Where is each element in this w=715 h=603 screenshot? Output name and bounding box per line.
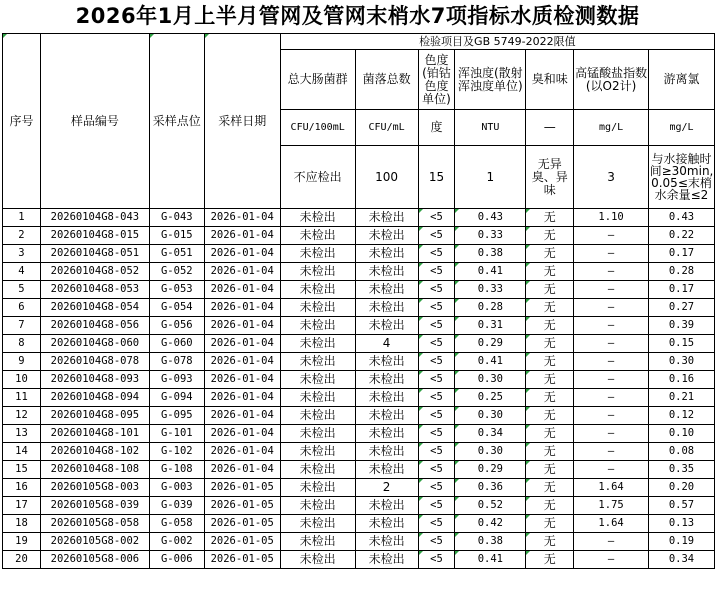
sampling-site: G-006 xyxy=(149,551,204,569)
sample-id: 20260104G8-095 xyxy=(40,407,149,425)
sample-id: 20260104G8-102 xyxy=(40,443,149,461)
sampling-date: 2026-01-04 xyxy=(204,353,280,371)
turbidity-value: 0.41 xyxy=(455,353,526,371)
header-date: 采样日期 xyxy=(204,34,280,209)
row-seq: 17 xyxy=(3,497,41,515)
cod-value: — xyxy=(574,551,649,569)
param-unit: CFU/mL xyxy=(355,110,418,146)
odor-value: 无 xyxy=(526,227,574,245)
param-name: 浑浊度(散射浑浊度单位) xyxy=(455,50,526,110)
row-seq: 1 xyxy=(3,209,41,227)
colony-count: 未检出 xyxy=(355,371,418,389)
header-site: 采样点位 xyxy=(149,34,204,209)
odor-value: 无 xyxy=(526,407,574,425)
sampling-date: 2026-01-04 xyxy=(204,371,280,389)
sampling-date: 2026-01-04 xyxy=(204,461,280,479)
cod-value: — xyxy=(574,245,649,263)
color-value: <5 xyxy=(418,317,455,335)
row-seq: 13 xyxy=(3,425,41,443)
sampling-site: G-078 xyxy=(149,353,204,371)
colony-count: 未检出 xyxy=(355,263,418,281)
sample-id: 20260104G8-093 xyxy=(40,371,149,389)
coliform-value: 未检出 xyxy=(280,389,355,407)
turbidity-value: 0.28 xyxy=(455,299,526,317)
coliform-value: 未检出 xyxy=(280,209,355,227)
coliform-value: 未检出 xyxy=(280,407,355,425)
odor-value: 无 xyxy=(526,335,574,353)
param-limit: 1 xyxy=(455,146,526,209)
coliform-value: 未检出 xyxy=(280,479,355,497)
turbidity-value: 0.29 xyxy=(455,335,526,353)
chlorine-value: 0.35 xyxy=(648,461,714,479)
param-unit: 度 xyxy=(418,110,455,146)
coliform-value: 未检出 xyxy=(280,425,355,443)
chlorine-value: 0.22 xyxy=(648,227,714,245)
sample-id: 20260104G8-078 xyxy=(40,353,149,371)
row-seq: 2 xyxy=(3,227,41,245)
sampling-date: 2026-01-04 xyxy=(204,227,280,245)
param-limit: 100 xyxy=(355,146,418,209)
cod-value: — xyxy=(574,533,649,551)
cod-value: — xyxy=(574,281,649,299)
odor-value: 无 xyxy=(526,317,574,335)
row-seq: 20 xyxy=(3,551,41,569)
sampling-site: G-051 xyxy=(149,245,204,263)
table-row xyxy=(3,551,715,569)
color-value: <5 xyxy=(418,551,455,569)
odor-value: 无 xyxy=(526,263,574,281)
row-seq: 10 xyxy=(3,371,41,389)
chlorine-value: 0.20 xyxy=(648,479,714,497)
param-name: 色度(铂钴色度单位) xyxy=(418,50,455,110)
coliform-value: 未检出 xyxy=(280,335,355,353)
row-seq: 4 xyxy=(3,263,41,281)
row-seq: 14 xyxy=(3,443,41,461)
table-row xyxy=(3,515,715,533)
sampling-site: G-058 xyxy=(149,515,204,533)
sampling-date: 2026-01-04 xyxy=(204,299,280,317)
color-value: <5 xyxy=(418,209,455,227)
turbidity-value: 0.42 xyxy=(455,515,526,533)
row-seq: 11 xyxy=(3,389,41,407)
water-quality-table xyxy=(2,33,715,569)
color-value: <5 xyxy=(418,461,455,479)
cod-value: — xyxy=(574,371,649,389)
odor-value: 无 xyxy=(526,245,574,263)
sample-id: 20260104G8-052 xyxy=(40,263,149,281)
sampling-site: G-043 xyxy=(149,209,204,227)
colony-count: 4 xyxy=(355,335,418,353)
header-limits-group: 检验项目及GB 5749-2022限值 xyxy=(280,34,714,50)
sampling-date: 2026-01-05 xyxy=(204,533,280,551)
colony-count: 2 xyxy=(355,479,418,497)
turbidity-value: 0.52 xyxy=(455,497,526,515)
sampling-site: G-054 xyxy=(149,299,204,317)
odor-value: 无 xyxy=(526,533,574,551)
coliform-value: 未检出 xyxy=(280,497,355,515)
sheet-title: 2026年1月上半月管网及管网末梢水7项指标水质检测数据 xyxy=(75,4,640,28)
table-row xyxy=(3,479,715,497)
cod-value: — xyxy=(574,353,649,371)
sampling-date: 2026-01-04 xyxy=(204,425,280,443)
color-value: <5 xyxy=(418,281,455,299)
color-value: <5 xyxy=(418,245,455,263)
table-row xyxy=(3,281,715,299)
turbidity-value: 0.43 xyxy=(455,209,526,227)
coliform-value: 未检出 xyxy=(280,371,355,389)
param-name: 游离氯 xyxy=(648,50,714,110)
row-seq: 18 xyxy=(3,515,41,533)
colony-count: 未检出 xyxy=(355,461,418,479)
table-row xyxy=(3,443,715,461)
odor-value: 无 xyxy=(526,389,574,407)
coliform-value: 未检出 xyxy=(280,317,355,335)
color-value: <5 xyxy=(418,443,455,461)
turbidity-value: 0.33 xyxy=(455,281,526,299)
param-name: 总大肠菌群 xyxy=(280,50,355,110)
chlorine-value: 0.13 xyxy=(648,515,714,533)
param-unit: mg/L xyxy=(574,110,649,146)
color-value: <5 xyxy=(418,353,455,371)
coliform-value: 未检出 xyxy=(280,551,355,569)
chlorine-value: 0.17 xyxy=(648,281,714,299)
color-value: <5 xyxy=(418,371,455,389)
sampling-site: G-052 xyxy=(149,263,204,281)
colony-count: 未检出 xyxy=(355,353,418,371)
turbidity-value: 0.38 xyxy=(455,533,526,551)
turbidity-value: 0.38 xyxy=(455,245,526,263)
param-unit: CFU/100mL xyxy=(280,110,355,146)
coliform-value: 未检出 xyxy=(280,443,355,461)
param-name: 臭和味 xyxy=(526,50,574,110)
chlorine-value: 0.15 xyxy=(648,335,714,353)
sample-id: 20260105G8-003 xyxy=(40,479,149,497)
table-row xyxy=(3,407,715,425)
sample-id: 20260104G8-094 xyxy=(40,389,149,407)
chlorine-value: 0.19 xyxy=(648,533,714,551)
color-value: <5 xyxy=(418,335,455,353)
cod-value: 1.75 xyxy=(574,497,649,515)
colony-count: 未检出 xyxy=(355,533,418,551)
odor-value: 无 xyxy=(526,371,574,389)
sample-id: 20260104G8-053 xyxy=(40,281,149,299)
chlorine-value: 0.12 xyxy=(648,407,714,425)
chlorine-value: 0.27 xyxy=(648,299,714,317)
sample-id: 20260105G8-006 xyxy=(40,551,149,569)
coliform-value: 未检出 xyxy=(280,281,355,299)
cod-value: — xyxy=(574,263,649,281)
row-seq: 8 xyxy=(3,335,41,353)
sampling-date: 2026-01-05 xyxy=(204,497,280,515)
sampling-site: G-095 xyxy=(149,407,204,425)
odor-value: 无 xyxy=(526,515,574,533)
odor-value: 无 xyxy=(526,299,574,317)
colony-count: 未检出 xyxy=(355,407,418,425)
row-seq: 7 xyxy=(3,317,41,335)
colony-count: 未检出 xyxy=(355,299,418,317)
coliform-value: 未检出 xyxy=(280,227,355,245)
coliform-value: 未检出 xyxy=(280,263,355,281)
sampling-date: 2026-01-04 xyxy=(204,407,280,425)
color-value: <5 xyxy=(418,227,455,245)
turbidity-value: 0.36 xyxy=(455,479,526,497)
color-value: <5 xyxy=(418,497,455,515)
turbidity-value: 0.30 xyxy=(455,443,526,461)
sampling-date: 2026-01-04 xyxy=(204,335,280,353)
sample-id: 20260105G8-039 xyxy=(40,497,149,515)
sampling-site: G-053 xyxy=(149,281,204,299)
cod-value: — xyxy=(574,335,649,353)
color-value: <5 xyxy=(418,407,455,425)
table-row xyxy=(3,497,715,515)
colony-count: 未检出 xyxy=(355,425,418,443)
odor-value: 无 xyxy=(526,443,574,461)
chlorine-value: 0.43 xyxy=(648,209,714,227)
chlorine-value: 0.10 xyxy=(648,425,714,443)
sampling-site: G-002 xyxy=(149,533,204,551)
coliform-value: 未检出 xyxy=(280,299,355,317)
colony-count: 未检出 xyxy=(355,317,418,335)
row-seq: 16 xyxy=(3,479,41,497)
cod-value: — xyxy=(574,227,649,245)
sample-id: 20260104G8-054 xyxy=(40,299,149,317)
colony-count: 未检出 xyxy=(355,551,418,569)
param-unit: NTU xyxy=(455,110,526,146)
sampling-date: 2026-01-05 xyxy=(204,515,280,533)
cod-value: 1.10 xyxy=(574,209,649,227)
sampling-site: G-094 xyxy=(149,389,204,407)
color-value: <5 xyxy=(418,533,455,551)
sampling-site: G-101 xyxy=(149,425,204,443)
turbidity-value: 0.29 xyxy=(455,461,526,479)
turbidity-value: 0.31 xyxy=(455,317,526,335)
param-limit: 不应检出 xyxy=(280,146,355,209)
coliform-value: 未检出 xyxy=(280,533,355,551)
turbidity-value: 0.30 xyxy=(455,371,526,389)
sampling-date: 2026-01-04 xyxy=(204,443,280,461)
param-limit: 15 xyxy=(418,146,455,209)
chlorine-value: 0.08 xyxy=(648,443,714,461)
colony-count: 未检出 xyxy=(355,389,418,407)
coliform-value: 未检出 xyxy=(280,515,355,533)
sampling-site: G-039 xyxy=(149,497,204,515)
cod-value: — xyxy=(574,317,649,335)
table-row xyxy=(3,533,715,551)
chlorine-value: 0.30 xyxy=(648,353,714,371)
odor-value: 无 xyxy=(526,425,574,443)
param-name: 高锰酸盐指数(以O2计) xyxy=(574,50,649,110)
sample-id: 20260104G8-101 xyxy=(40,425,149,443)
param-name: 菌落总数 xyxy=(355,50,418,110)
colony-count: 未检出 xyxy=(355,281,418,299)
cod-value: 1.64 xyxy=(574,479,649,497)
sampling-site: G-102 xyxy=(149,443,204,461)
odor-value: 无 xyxy=(526,479,574,497)
cod-value: — xyxy=(574,461,649,479)
row-seq: 3 xyxy=(3,245,41,263)
param-limit: 与水接触时间≥30min, 0.05≤末梢水余量≤2 xyxy=(648,146,714,209)
color-value: <5 xyxy=(418,299,455,317)
table-row xyxy=(3,245,715,263)
table-row xyxy=(3,461,715,479)
sampling-date: 2026-01-04 xyxy=(204,317,280,335)
cod-value: — xyxy=(574,443,649,461)
odor-value: 无 xyxy=(526,551,574,569)
table-row xyxy=(3,317,715,335)
chlorine-value: 0.34 xyxy=(648,551,714,569)
turbidity-value: 0.30 xyxy=(455,407,526,425)
row-seq: 6 xyxy=(3,299,41,317)
sampling-date: 2026-01-04 xyxy=(204,281,280,299)
sampling-site: G-056 xyxy=(149,317,204,335)
header-seq: 序号 xyxy=(3,34,41,209)
odor-value: 无 xyxy=(526,461,574,479)
row-seq: 9 xyxy=(3,353,41,371)
row-seq: 5 xyxy=(3,281,41,299)
chlorine-value: 0.17 xyxy=(648,245,714,263)
chlorine-value: 0.16 xyxy=(648,371,714,389)
chlorine-value: 0.39 xyxy=(648,317,714,335)
colony-count: 未检出 xyxy=(355,209,418,227)
table-row xyxy=(3,425,715,443)
turbidity-value: 0.41 xyxy=(455,263,526,281)
sampling-site: G-108 xyxy=(149,461,204,479)
sample-id: 20260104G8-056 xyxy=(40,317,149,335)
table-row xyxy=(3,299,715,317)
row-seq: 19 xyxy=(3,533,41,551)
colony-count: 未检出 xyxy=(355,497,418,515)
sampling-date: 2026-01-04 xyxy=(204,389,280,407)
chlorine-value: 0.28 xyxy=(648,263,714,281)
sample-id: 20260104G8-108 xyxy=(40,461,149,479)
cod-value: 1.64 xyxy=(574,515,649,533)
param-unit: mg/L xyxy=(648,110,714,146)
table-row xyxy=(3,227,715,245)
color-value: <5 xyxy=(418,263,455,281)
param-unit: — xyxy=(526,110,574,146)
cod-value: — xyxy=(574,407,649,425)
sampling-site: G-003 xyxy=(149,479,204,497)
table-row xyxy=(3,353,715,371)
header-sample-id: 样品编号 xyxy=(40,34,149,209)
coliform-value: 未检出 xyxy=(280,353,355,371)
color-value: <5 xyxy=(418,515,455,533)
odor-value: 无 xyxy=(526,209,574,227)
chlorine-value: 0.57 xyxy=(648,497,714,515)
turbidity-value: 0.33 xyxy=(455,227,526,245)
turbidity-value: 0.25 xyxy=(455,389,526,407)
sampling-date: 2026-01-05 xyxy=(204,551,280,569)
sample-id: 20260104G8-060 xyxy=(40,335,149,353)
sample-id: 20260104G8-051 xyxy=(40,245,149,263)
sampling-date: 2026-01-04 xyxy=(204,263,280,281)
sampling-site: G-060 xyxy=(149,335,204,353)
color-value: <5 xyxy=(418,425,455,443)
row-seq: 12 xyxy=(3,407,41,425)
coliform-value: 未检出 xyxy=(280,245,355,263)
color-value: <5 xyxy=(418,389,455,407)
colony-count: 未检出 xyxy=(355,227,418,245)
sample-id: 20260105G8-058 xyxy=(40,515,149,533)
table-row xyxy=(3,371,715,389)
colony-count: 未检出 xyxy=(355,515,418,533)
param-limit: 3 xyxy=(574,146,649,209)
color-value: <5 xyxy=(418,479,455,497)
turbidity-value: 0.34 xyxy=(455,425,526,443)
odor-value: 无 xyxy=(526,497,574,515)
param-limit: 无异臭、异味 xyxy=(526,146,574,209)
turbidity-value: 0.41 xyxy=(455,551,526,569)
table-row xyxy=(3,263,715,281)
sampling-site: G-093 xyxy=(149,371,204,389)
cod-value: — xyxy=(574,389,649,407)
sample-id: 20260104G8-043 xyxy=(40,209,149,227)
colony-count: 未检出 xyxy=(355,443,418,461)
chlorine-value: 0.21 xyxy=(648,389,714,407)
sampling-date: 2026-01-04 xyxy=(204,245,280,263)
odor-value: 无 xyxy=(526,353,574,371)
colony-count: 未检出 xyxy=(355,245,418,263)
coliform-value: 未检出 xyxy=(280,461,355,479)
table-row xyxy=(3,389,715,407)
sampling-date: 2026-01-05 xyxy=(204,479,280,497)
sample-id: 20260104G8-015 xyxy=(40,227,149,245)
cod-value: — xyxy=(574,299,649,317)
table-row xyxy=(3,209,715,227)
sampling-date: 2026-01-04 xyxy=(204,209,280,227)
row-seq: 15 xyxy=(3,461,41,479)
sample-id: 20260105G8-002 xyxy=(40,533,149,551)
sampling-site: G-015 xyxy=(149,227,204,245)
cod-value: — xyxy=(574,425,649,443)
odor-value: 无 xyxy=(526,281,574,299)
table-row xyxy=(3,335,715,353)
